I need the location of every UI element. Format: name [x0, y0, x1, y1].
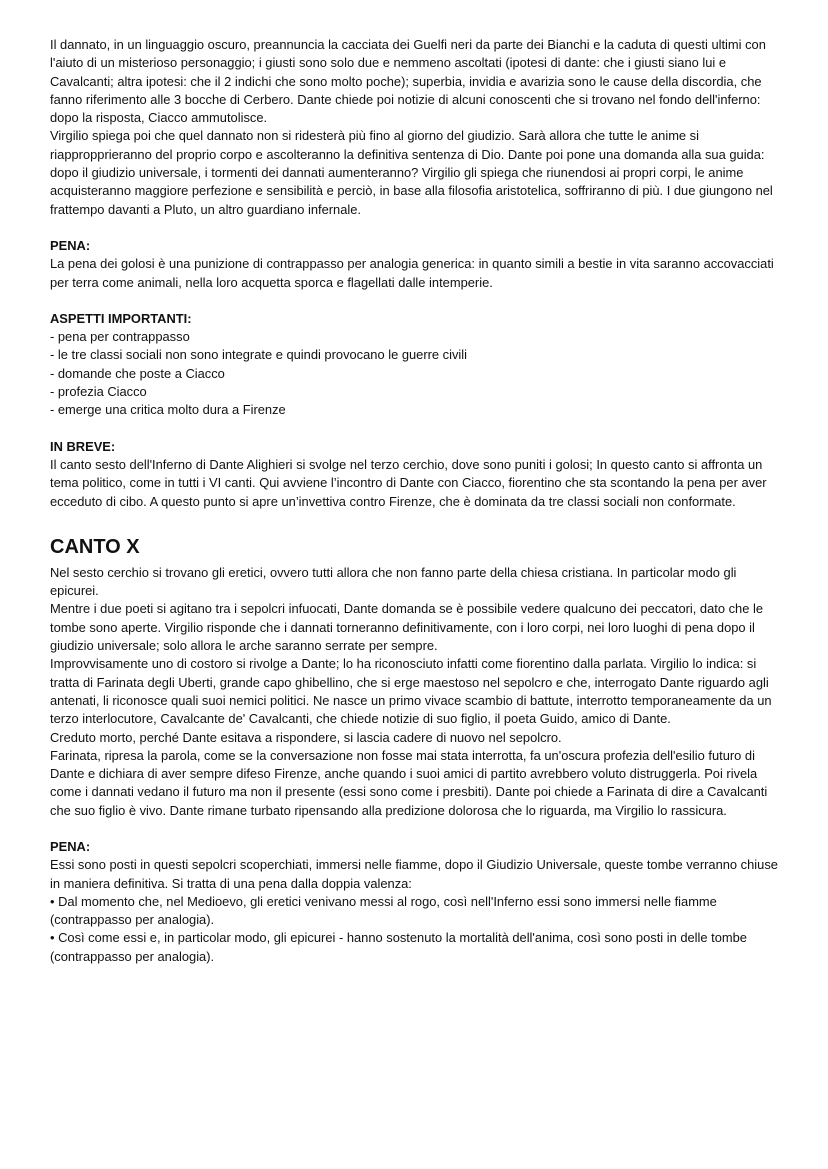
bullet-item: • Dal momento che, nel Medioevo, gli eretici venivano messi al rogo, così nell'Inferno essi sono immersi nelle fiamme (contrappasso per analogia).: [50, 893, 717, 928]
pena-heading: PENA:: [50, 237, 91, 253]
paragraph: Virgilio spiega poi che quel dannato non si ridesterà più fino al giorno del giudizio. Sarà allora che tutte le anime si riappropprieranno del proprio corpo e ascolteranno la definitiva sentenza di Dio. Dante poi pone una domanda alla sua guida: dopo il giudizio universale, i tormenti dei dannati aumenteranno? Virgilio gli spiega che riunendosi ai propri corpi, le anime acquisteranno maggiore perfezione e sensibilità e perciò, in base alla filosofia aristotelica, soffriranno di più. I due giungono nel frattempo davanti a Pluto, un altro guardiano infernale.: [50, 128, 773, 217]
breve-heading: IN BREVE:: [50, 438, 116, 454]
canto-x-section: [50, 511, 782, 966]
bullet-item: • Così come essi e, in particolar modo, gli epicurei - hanno sostenuto la mortalità dell'anima, così sono posti in delle tombe (contrappasso per analogia).: [50, 930, 747, 964]
paragraph: Improvvisamente uno di costoro si rivolge a Dante; lo ha riconosciuto infatti come fiorentino dalla parlata. Virgilio lo indica: si tratta di Farinata degli Uberti, grande capo ghibellino, che si erge maestoso nel sepolcro e che, interrogato Dante riguardo agli antenati, li riconosce quali suoi nemici politici. Ne nasce un primo vivace scambio di battute, interrotto temporaneamente da un terzo interlocutore, Cavalcante de' Cavalcanti, che chiede notizie di suo figlio, il poeta Guido, amico di Dante.: [50, 656, 772, 727]
list-item: - profezia Ciacco: [50, 384, 147, 400]
list-item: - le tre classi sociali non sono integrate e quindi provocano le guerre civili: [50, 347, 468, 363]
pena-text: Essi sono posti in questi sepolcri scoperchiati, immersi nelle fiamme, dopo il Giudizio Universale, queste tombe verranno chiuse in maniera definitiva. Si tratta di una pena dalla doppia valenza:: [50, 857, 778, 891]
paragraph: Creduto morto, perché Dante esitava a rispondere, si lascia cadere di nuovo nel sepolcro.: [50, 729, 562, 745]
paragraph: Nel sesto cerchio si trovano gli eretici, ovvero tutti allora che non fanno parte della chiesa cristiana. In particolar modo gli epicurei.: [50, 564, 737, 599]
list-item: - domande che poste a Ciacco: [50, 365, 225, 381]
pena-text: La pena dei golosi è una punizione di contrappasso per analogia generica: in quanto simili a bestie in vita saranno accovacciati per terra come animali, nella loro acquetta sporca e flagellati dalle intemperie.: [50, 256, 774, 290]
list-item: - pena per contrappasso: [50, 329, 190, 345]
aspetti-heading: ASPETTI IMPORTANTI:: [50, 310, 192, 326]
list-item: - emerge una critica molto dura a Firenze: [50, 402, 286, 418]
paragraph: Mentre i due poeti si agitano tra i sepolcri infuocati, Dante domanda se è possibile vedere qualcuno dei peccatori, dato che le tombe sono aperte. Virgilio risponde che i dannati torneranno definitivamente, con i loro corpi, nei loro luoghi di pena dopo il giudizio universale; solo allora le arche saranno serrate per sempre.: [50, 601, 764, 654]
breve-text: Il canto sesto dell'Inferno di Dante Alighieri si svolge nel terzo cerchio, dove sono puniti i golosi; In questo canto si affronta un tema politico, come in tutti i VI canti. Qui avviene l’incontro di Dante con Ciacco, fiorentino che sta scontando la pena per aver ecceduto di cibo. A questo punto si apre un’invettiva contro Firenze, che è dominata da tre classi sociali non conformate.: [50, 456, 767, 509]
canto-title: CANTO X: [50, 535, 140, 558]
paragraph: Il dannato, in un linguaggio oscuro, preannuncia la cacciata dei Guelfi neri da parte dei Bianchi e la caduta di questi ultimi con l'aiuto di un misterioso personaggio; i giusti sono solo due e nemmeno ascoltati (ipotesi di dante: che i giusti siano lui e Cavalcanti; altra ipotesi: che il 2 indichi che sono molto poche); superbia, invidia e avarizia sono le cause della discordia, che fanno riferimento alle 3 bocche di Cerbero. Dante chiede poi notizie di alcuni conoscenti che si trovano nel fondo dell'inferno: dopo la risposta, Ciacco ammutolisce.: [50, 37, 766, 126]
paragraph: Farinata, ripresa la parola, come se la conversazione non fosse mai stata interrotta, fa un'oscura profezia dell'esilio futuro di Dante e dichiara di aver sempre difeso Firenze, anche quando i suoi amici di partito avrebbero voluto distruggerla. Poi rivela come i dannati vedano il futuro ma non il presente (essi sono come i presbiti). Dante poi chiede a Farinata di dire a Cavalcanti che suo figlio è vivo. Dante rimane turbato ripensando alla predizione dolorosa che lo riguarda, ma Virgilio lo rassicura.: [50, 747, 768, 818]
canto-vi-section: [50, 36, 782, 511]
pena-heading: PENA:: [50, 838, 91, 854]
